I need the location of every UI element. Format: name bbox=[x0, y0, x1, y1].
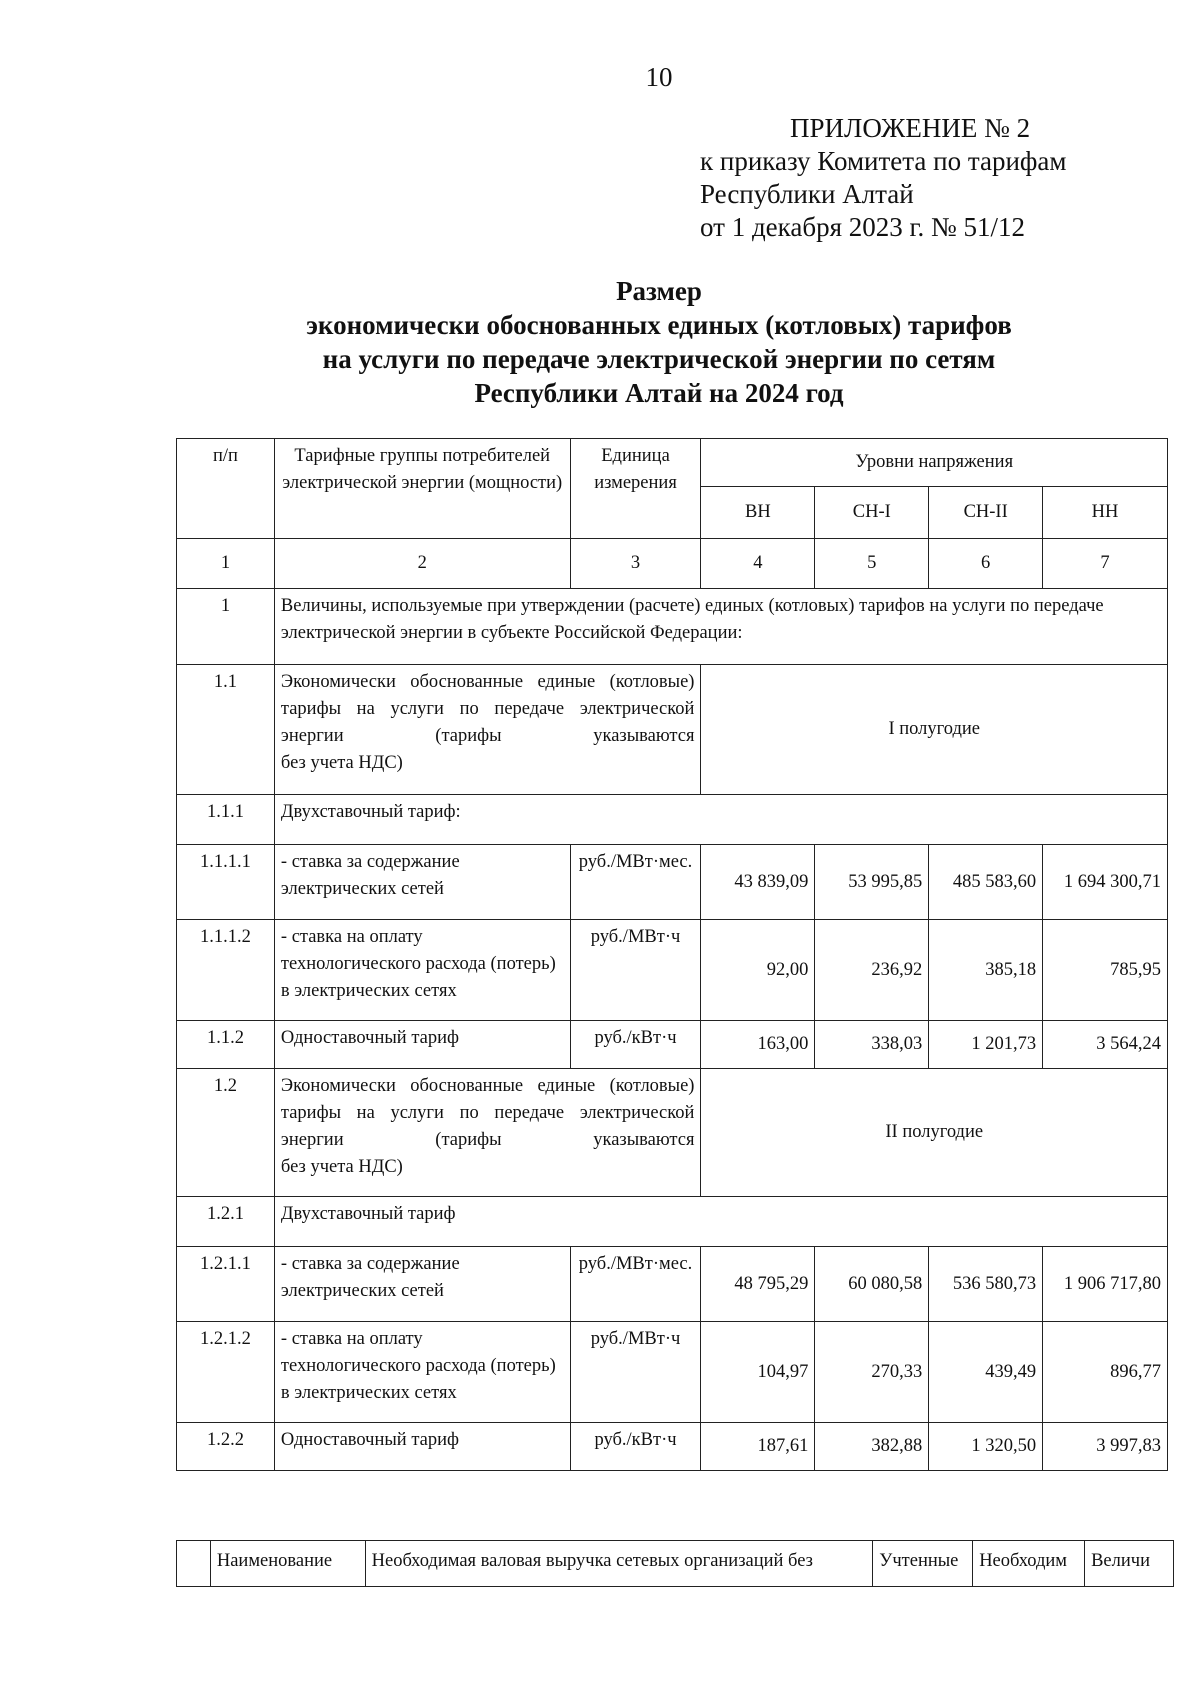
value-sn2: 1 201,73 bbox=[929, 1021, 1043, 1069]
row-text: Одноставочный тариф bbox=[274, 1423, 570, 1471]
colnum-1: 1 bbox=[177, 539, 275, 589]
title-line-2: экономически обоснованных единых (котловых) тарифов bbox=[306, 310, 1012, 340]
value-sn2: 1 320,50 bbox=[929, 1423, 1043, 1471]
value-vn: 163,00 bbox=[701, 1021, 815, 1069]
row-text-main: Экономически обоснованные единые (котловые) тарифы на услуги по передаче электрической энергии (тарифы указываются bbox=[280, 672, 695, 746]
row-unit: руб./кВт·ч bbox=[570, 1021, 701, 1069]
tariff-table bbox=[176, 438, 1168, 1471]
table-row bbox=[177, 1423, 1168, 1471]
table-row bbox=[177, 1197, 1168, 1247]
value-nn: 896,77 bbox=[1043, 1322, 1168, 1423]
row-num: 1 bbox=[177, 589, 275, 665]
second-col-required: Необходим bbox=[973, 1541, 1085, 1587]
table-row bbox=[177, 1322, 1168, 1423]
row-text: Двухставочный тариф bbox=[274, 1197, 1167, 1247]
row-unit: руб./МВт·ч bbox=[570, 1322, 701, 1423]
row-num: 1.1 bbox=[177, 665, 275, 795]
appendix-order-line: к приказу Комитета по тарифам bbox=[700, 146, 1067, 176]
table-row bbox=[177, 665, 1168, 795]
row-text: - ставка за содержание электрических сетей bbox=[274, 845, 570, 920]
table-row bbox=[177, 795, 1168, 845]
period-label: II полугодие bbox=[701, 1069, 1168, 1197]
table-row bbox=[177, 920, 1168, 1021]
row-text bbox=[274, 1069, 701, 1197]
appendix-date-line: от 1 декабря 2023 г. № 51/12 bbox=[700, 212, 1026, 242]
row-num: 1.2.1.2 bbox=[177, 1322, 275, 1423]
row-num: 1.1.2 bbox=[177, 1021, 275, 1069]
value-sn1: 236,92 bbox=[815, 920, 929, 1021]
second-col-value: Величи bbox=[1085, 1541, 1174, 1587]
table-row bbox=[177, 845, 1168, 920]
header-num: п/п bbox=[177, 439, 275, 539]
table-row bbox=[177, 1247, 1168, 1322]
row-unit: руб./кВт·ч bbox=[570, 1423, 701, 1471]
header-nn: НН bbox=[1043, 487, 1168, 539]
value-sn1: 60 080,58 bbox=[815, 1247, 929, 1322]
row-text: Двухставочный тариф: bbox=[274, 795, 1167, 845]
second-col-1 bbox=[177, 1541, 211, 1587]
colnum-7: 7 bbox=[1043, 539, 1168, 589]
value-vn: 48 795,29 bbox=[701, 1247, 815, 1322]
row-text: - ставка на оплату технологического расхода (потерь) в электрических сетях bbox=[274, 920, 570, 1021]
page-number: 10 bbox=[645, 62, 673, 92]
value-sn2: 439,49 bbox=[929, 1322, 1043, 1423]
colnum-6: 6 bbox=[929, 539, 1043, 589]
row-text-main: Экономически обоснованные единые (котловые) тарифы на услуги по передаче электрической энергии (тарифы указываются bbox=[280, 1076, 695, 1150]
row-num: 1.2.2 bbox=[177, 1423, 275, 1471]
value-sn1: 270,33 bbox=[815, 1322, 929, 1423]
second-col-revenue: Необходимая валовая выручка сетевых организаций без bbox=[365, 1541, 873, 1587]
value-sn2: 385,18 bbox=[929, 920, 1043, 1021]
title-line-4: Республики Алтай на 2024 год bbox=[474, 378, 844, 408]
colnum-5: 5 bbox=[815, 539, 929, 589]
table-row bbox=[177, 1021, 1168, 1069]
row-text: - ставка на оплату технологического расхода (потерь) в электрических сетях bbox=[274, 1322, 570, 1423]
value-vn: 92,00 bbox=[701, 920, 815, 1021]
row-unit: руб./МВт·ч bbox=[570, 920, 701, 1021]
row-num: 1.2.1 bbox=[177, 1197, 275, 1247]
second-col-name: Наименование bbox=[210, 1541, 365, 1587]
row-text bbox=[274, 665, 701, 795]
value-sn1: 53 995,85 bbox=[815, 845, 929, 920]
colnum-2: 2 bbox=[274, 539, 570, 589]
table-header-row bbox=[177, 439, 1168, 487]
table-row bbox=[177, 1069, 1168, 1197]
row-text: Одноставочный тариф bbox=[274, 1021, 570, 1069]
header-unit: Единица измерения bbox=[570, 439, 701, 539]
row-num: 1.1.1.2 bbox=[177, 920, 275, 1021]
value-vn: 104,97 bbox=[701, 1322, 815, 1423]
header-sn2: СН-II bbox=[929, 487, 1043, 539]
row-text-tail: без учета НДС) bbox=[280, 1157, 403, 1177]
value-nn: 3 564,24 bbox=[1043, 1021, 1168, 1069]
table-row bbox=[177, 589, 1168, 665]
row-num: 1.2.1.1 bbox=[177, 1247, 275, 1322]
row-text-tail: без учета НДС) bbox=[280, 753, 403, 773]
appendix-title: ПРИЛОЖЕНИЕ № 2 bbox=[790, 113, 1031, 143]
row-num: 1.1.1 bbox=[177, 795, 275, 845]
value-sn2: 485 583,60 bbox=[929, 845, 1043, 920]
title-line-3: на услуги по передаче электрической энергии по сетям bbox=[322, 344, 996, 374]
value-nn: 3 997,83 bbox=[1043, 1423, 1168, 1471]
appendix-region-line: Республики Алтай bbox=[700, 179, 914, 209]
appendix-header bbox=[700, 112, 1066, 244]
header-vn: ВН bbox=[701, 487, 815, 539]
row-text: - ставка за содержание электрических сетей bbox=[274, 1247, 570, 1322]
value-nn: 1 906 717,80 bbox=[1043, 1247, 1168, 1322]
value-sn1: 382,88 bbox=[815, 1423, 929, 1471]
value-nn: 785,95 bbox=[1043, 920, 1168, 1021]
value-sn1: 338,03 bbox=[815, 1021, 929, 1069]
row-text: Величины, используемые при утверждении (расчете) единых (котловых) тарифов на услуги по передаче электрической энергии в субъекте Российской Федерации: bbox=[274, 589, 1167, 665]
document-title bbox=[0, 274, 1200, 410]
row-unit: руб./МВт·мес. bbox=[570, 1247, 701, 1322]
row-unit: руб./МВт·мес. bbox=[570, 845, 701, 920]
header-group: Тарифные группы потребителей электрической энергии (мощности) bbox=[274, 439, 570, 539]
value-nn: 1 694 300,71 bbox=[1043, 845, 1168, 920]
title-line-1: Размер bbox=[616, 276, 702, 306]
value-vn: 43 839,09 bbox=[701, 845, 815, 920]
colnum-3: 3 bbox=[570, 539, 701, 589]
colnum-4: 4 bbox=[701, 539, 815, 589]
header-levels: Уровни напряжения bbox=[701, 439, 1168, 487]
row-num: 1.1.1.1 bbox=[177, 845, 275, 920]
value-vn: 187,61 bbox=[701, 1423, 815, 1471]
row-num: 1.2 bbox=[177, 1069, 275, 1197]
second-table-header bbox=[176, 1540, 1174, 1587]
header-sn1: СН-I bbox=[815, 487, 929, 539]
second-col-accounted: Учтенные bbox=[873, 1541, 973, 1587]
value-sn2: 536 580,73 bbox=[929, 1247, 1043, 1322]
period-label: I полугодие bbox=[701, 665, 1168, 795]
table-row bbox=[177, 1541, 1174, 1587]
column-number-row bbox=[177, 539, 1168, 589]
